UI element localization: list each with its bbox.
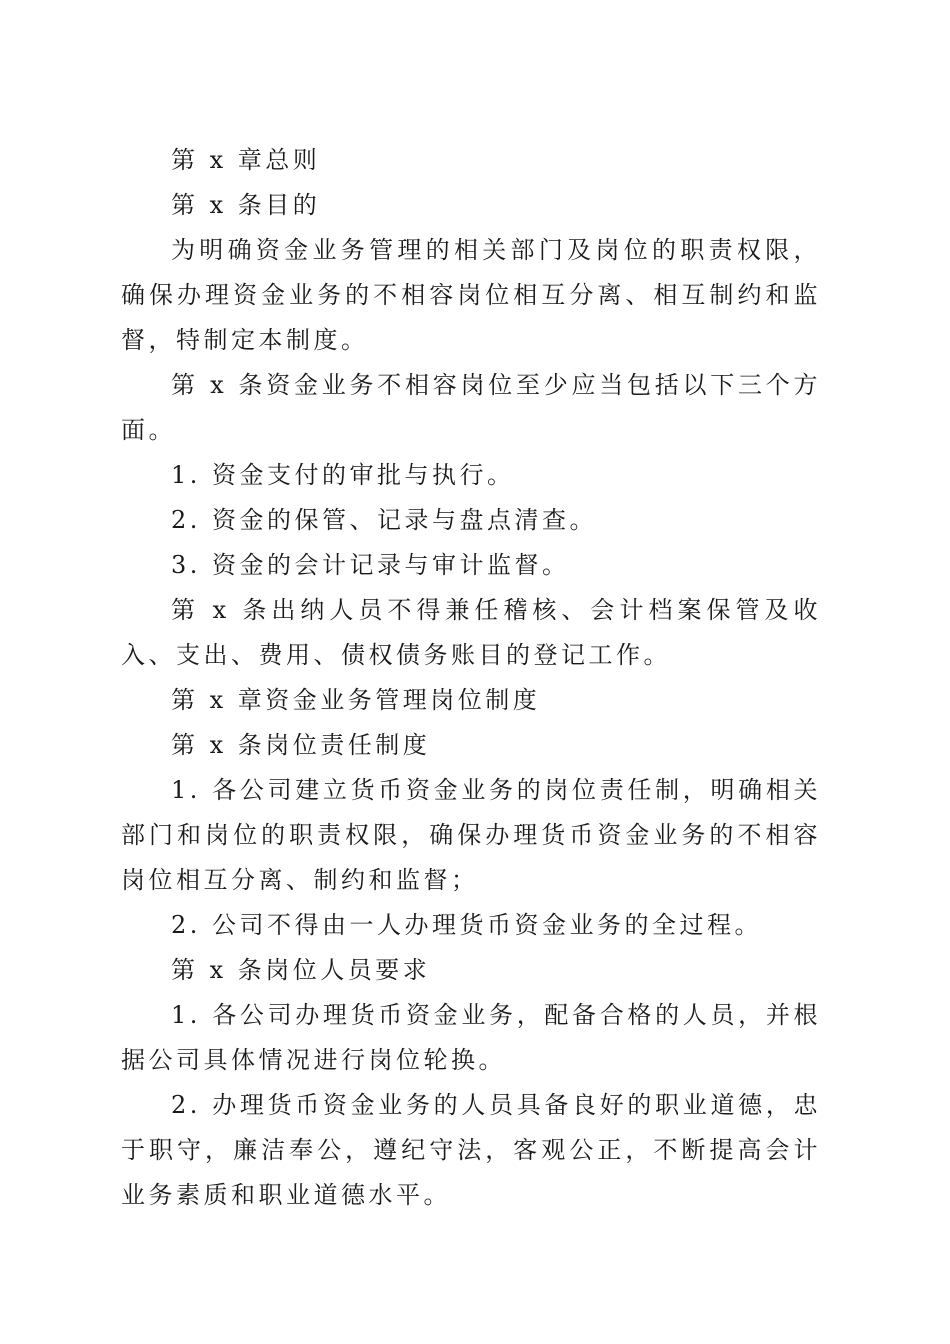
list-item: 2. 公司不得由一人办理货币资金业务的全过程。 xyxy=(171,911,763,939)
chapter-heading-position-system: 第 x 章资金业务管理岗位制度 xyxy=(171,686,541,714)
article-incompatible-positions: 第 x 条资金业务不相容岗位至少应当包括以下三个方面。 xyxy=(121,371,821,444)
article-heading-responsibility: 第 x 条岗位责任制度 xyxy=(171,731,431,759)
list-item: 2. 办理货币资金业务的人员具备良好的职业道德，忠于职守，廉洁奉公，遵纪守法，客观公正，不断提高会计业务素质和职业道德水平。 xyxy=(121,1091,821,1209)
list-item: 2. 资金的保管、记录与盘点清查。 xyxy=(171,506,598,534)
document-body xyxy=(121,138,821,1218)
article-heading-personnel: 第 x 条岗位人员要求 xyxy=(171,956,431,984)
list-item: 1. 各公司办理货币资金业务，配备合格的人员，并根据公司具体情况进行岗位轮换。 xyxy=(121,1001,821,1074)
article-cashier-restrictions: 第 x 条出纳人员不得兼任稽核、会计档案保管及收入、支出、费用、债权债务账目的登记工作。 xyxy=(121,596,821,669)
article-heading-purpose: 第 x 条目的 xyxy=(171,191,321,219)
list-item: 1. 各公司建立货币资金业务的岗位责任制，明确相关部门和岗位的职责权限，确保办理货币资金业务的不相容岗位相互分离、制约和监督； xyxy=(121,776,821,894)
list-item: 1. 资金支付的审批与执行。 xyxy=(171,461,515,489)
purpose-paragraph: 为明确资金业务管理的相关部门及岗位的职责权限，确保办理资金业务的不相容岗位相互分离、相互制约和监督，特制定本制度。 xyxy=(121,236,821,354)
chapter-heading-general: 第 x 章总则 xyxy=(171,146,321,174)
list-item: 3. 资金的会计记录与审计监督。 xyxy=(171,551,570,579)
